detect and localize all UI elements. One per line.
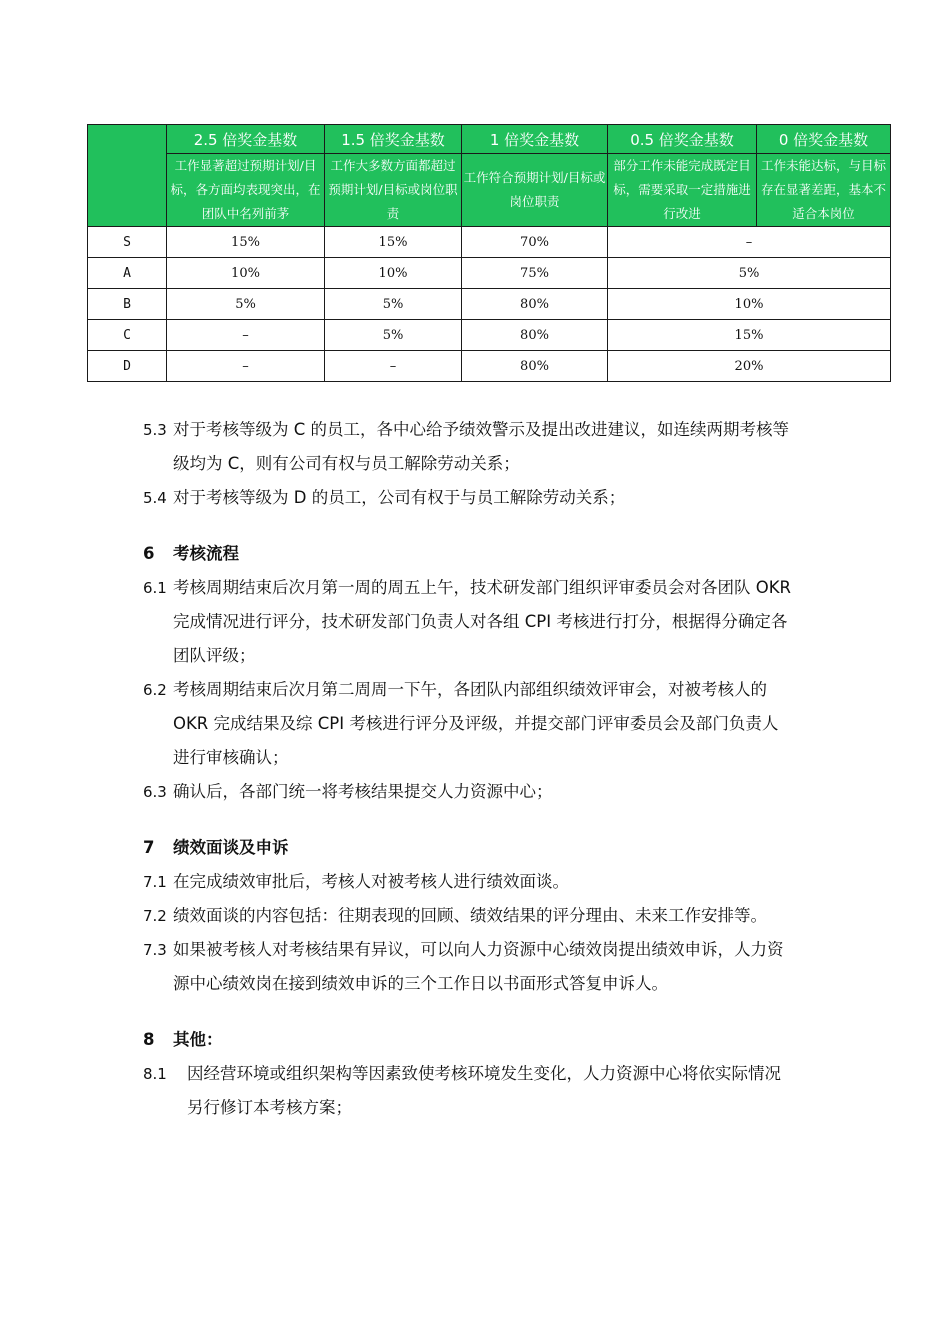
table-cell: 70% — [462, 227, 608, 258]
table-cell: 10% — [325, 258, 462, 289]
item-text: 对于考核等级为 D 的员工，公司有权于与员工解除劳动关系； — [173, 488, 626, 507]
list-item — [143, 933, 793, 1001]
item-number: 8.1 — [143, 1065, 167, 1083]
list-item — [143, 413, 793, 481]
header-description: 工作符合预期计划/目标或岗位职责 — [462, 154, 608, 227]
item-text: 对于考核等级为 C 的员工，各中心给予绩效警示及提出改进建议，如连续两期考核等级均为 C，则有公司有权与员工解除劳动关系； — [173, 420, 790, 473]
header-description: 部分工作未能完成既定目标，需要采取一定措施进行改进 — [608, 154, 757, 227]
table-cell: 15% — [325, 227, 462, 258]
table-cell: – — [325, 351, 462, 382]
header-corner-cell — [88, 125, 167, 227]
table-cell: 5% — [167, 289, 325, 320]
section-heading — [143, 537, 793, 571]
item-number: 6.1 — [143, 579, 167, 597]
table-cell: – — [608, 227, 891, 258]
list-item — [143, 1057, 793, 1125]
table-cell: 80% — [462, 320, 608, 351]
item-number: 7.2 — [143, 907, 167, 925]
table-header-row — [88, 125, 891, 154]
list-item — [143, 865, 793, 899]
item-text: 确认后，各部门统一将考核结果提交人力资源中心； — [173, 782, 553, 801]
header-multiplier: 1.5 倍奖金基数 — [325, 125, 462, 154]
item-number: 7.1 — [143, 873, 167, 891]
table-row — [88, 258, 891, 289]
table-cell: 75% — [462, 258, 608, 289]
table-cell: 20% — [608, 351, 891, 382]
table-cell: 15% — [167, 227, 325, 258]
header-description: 工作显著超过预期计划/目标，各方面均表现突出，在团队中名列前茅 — [167, 154, 325, 227]
grade-cell: B — [88, 289, 167, 320]
table-cell: 80% — [462, 351, 608, 382]
section-number: 6 — [143, 544, 155, 563]
table-cell: 80% — [462, 289, 608, 320]
table-cell: 15% — [608, 320, 891, 351]
item-text: 在完成绩效审批后，考核人对被考核人进行绩效面谈。 — [173, 872, 569, 891]
table-cell: 5% — [608, 258, 891, 289]
document-body — [143, 413, 793, 1125]
header-description: 工作大多数方面都超过预期计划/目标或岗位职责 — [325, 154, 462, 227]
grade-cell: D — [88, 351, 167, 382]
table-cell: 10% — [167, 258, 325, 289]
section-number: 8 — [143, 1030, 155, 1049]
item-number: 6.3 — [143, 783, 167, 801]
list-item — [143, 571, 793, 673]
table-row — [88, 289, 891, 320]
item-number: 7.3 — [143, 941, 167, 959]
section-title: 其他： — [173, 1030, 223, 1049]
item-number: 5.3 — [143, 421, 167, 439]
header-multiplier: 2.5 倍奖金基数 — [167, 125, 325, 154]
grade-bonus-table — [87, 124, 891, 382]
section-title: 绩效面谈及申诉 — [173, 838, 289, 857]
item-text: 绩效面谈的内容包括：往期表现的回顾、绩效结果的评分理由、未来工作安排等。 — [173, 906, 767, 925]
section-title: 考核流程 — [173, 544, 239, 563]
table-row — [88, 227, 891, 258]
section-number: 7 — [143, 838, 155, 857]
grade-cell: A — [88, 258, 167, 289]
item-number: 5.4 — [143, 489, 167, 507]
item-text: 如果被考核人对考核结果有异议，可以向人力资源中心绩效岗提出绩效申诉，人力资源中心绩效岗在接到绩效申诉的三个工作日以书面形式答复申诉人。 — [173, 940, 784, 993]
header-multiplier: 0.5 倍奖金基数 — [608, 125, 757, 154]
grade-cell: S — [88, 227, 167, 258]
list-item — [143, 673, 793, 775]
section-heading — [143, 1023, 793, 1057]
header-multiplier: 0 倍奖金基数 — [757, 125, 891, 154]
item-text: 考核周期结束后次月第一周的周五上午，技术研发部门组织评审委员会对各团队 OKR 完成情况进行评分，技术研发部门负责人对各组 CPI 考核进行打分，根据得分确定各团队评级； — [173, 578, 792, 665]
table-cell: – — [167, 351, 325, 382]
list-item — [143, 481, 793, 515]
table-cell: 5% — [325, 289, 462, 320]
list-item — [143, 775, 793, 809]
grade-cell: C — [88, 320, 167, 351]
table-cell: 5% — [325, 320, 462, 351]
item-text: 因经营环境或组织架构等因素致使考核环境发生变化，人力资源中心将依实际情况另行修订本考核方案； — [187, 1064, 781, 1117]
table-cell: 10% — [608, 289, 891, 320]
section-heading — [143, 831, 793, 865]
table-row — [88, 320, 891, 351]
header-multiplier: 1 倍奖金基数 — [462, 125, 608, 154]
item-number: 6.2 — [143, 681, 167, 699]
table-cell: – — [167, 320, 325, 351]
list-item — [143, 899, 793, 933]
item-text: 考核周期结束后次月第二周周一下午，各团队内部组织绩效评审会，对被考核人的 OKR 完成结果及综 CPI 考核进行评分及评级，并提交部门评审委员会及部门负责人进行审核确认； — [173, 680, 779, 767]
table-row — [88, 351, 891, 382]
table-description-row — [88, 154, 891, 227]
header-description: 工作未能达标，与目标存在显著差距，基本不适合本岗位 — [757, 154, 891, 227]
